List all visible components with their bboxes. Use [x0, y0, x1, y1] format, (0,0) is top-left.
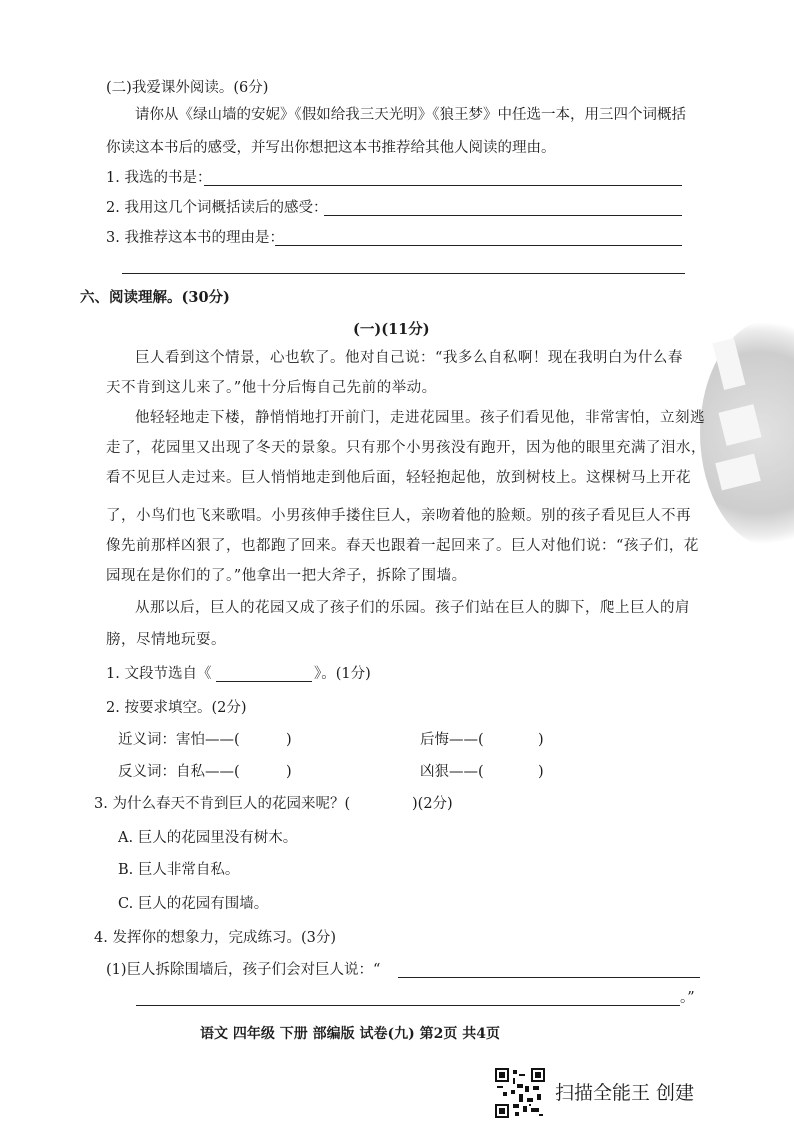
book-choice-blank[interactable]	[204, 185, 682, 186]
close-paren: )	[538, 764, 544, 780]
passage-line: 走了，花园里又出现了冬天的景象。只有那个小男孩没有跑开，因为他的眼里充满了泪水，	[106, 440, 706, 456]
q3-option-b[interactable]: B. 巨人非常自私。	[118, 862, 240, 878]
close-paren: )	[538, 732, 544, 748]
synonym-scared: 近义词：害怕——(	[118, 732, 240, 748]
antonym-fierce: 凶狠——(	[420, 764, 484, 780]
passage-line: 膀，尽情地玩耍。	[106, 632, 226, 648]
q3-label: 3. 为什么春天不肯到巨人的花园来呢？(	[94, 796, 351, 812]
passage-line: 看不见巨人走过来。巨人悄悄地走到他后面，轻轻抱起他，放到树枝上。这棵树马上开花	[106, 470, 691, 486]
q4-1-end: 。”	[680, 990, 695, 1006]
page-footer: 语文 四年级 下册 部编版 试卷(九) 第2页 共4页	[200, 1026, 500, 1042]
feeling-blank[interactable]	[324, 215, 682, 216]
q4-1-blank-2[interactable]	[136, 1005, 680, 1006]
q4-1-blank[interactable]	[398, 977, 700, 978]
reason-blank[interactable]	[275, 245, 682, 246]
q4-1-label: (1)巨人拆除围墙后，孩子们会对巨人说：“	[106, 962, 381, 978]
passage-line: 天不肯到这儿来了。”他十分后悔自己先前的举动。	[106, 380, 437, 396]
passage-line: 像先前那样凶狠了，也都跑了回来。春天也跟着一起回来了。巨人对他们说：“孩子们，花	[106, 538, 699, 554]
book-choice-label: 1. 我选的书是：	[106, 170, 212, 186]
part2-intro-line2: 你读这本书后的感受，并写出你想把这本书推荐给其他人阅读的理由。	[106, 140, 556, 156]
section6-title: 六、阅读理解。(30分)	[80, 289, 230, 306]
passage-line: 园现在是你们的了。”他拿出一把大斧子，拆除了围墙。	[106, 568, 467, 584]
feeling-label: 2. 我用这几个词概括读后的感受：	[106, 200, 328, 216]
passage-line: 从那以后，巨人的花园又成了孩子们的乐园。孩子们站在巨人的脚下，爬上巨人的肩	[135, 600, 690, 616]
q2-label: 2. 按要求填空。(2分)	[106, 700, 247, 716]
part2-intro-line1: 请你从《绿山墙的安妮》《假如给我三天光明》《狼王梦》中任选一本，用三四个词概括	[135, 107, 686, 123]
passage-line: 了，小鸟们也飞来歌唱。小男孩伸手搂住巨人，亲吻着他的脸颊。别的孩子看见巨人不再	[106, 508, 691, 524]
q1-blank[interactable]	[216, 681, 312, 682]
passage-line: 他轻轻地走下楼，静悄悄地打开前门，走进花园里。孩子们看见他，非常害怕，立刻逃	[135, 410, 705, 426]
qr-code-icon	[495, 1068, 545, 1118]
passage-line: 巨人看到这个情景，心也软了。他对自己说：“我多么自私啊！现在我明白为什么春	[135, 350, 683, 366]
part2-title: (二)我爱课外阅读。(6分)	[106, 80, 269, 96]
stamp-watermark	[700, 318, 794, 548]
q3-option-a[interactable]: A. 巨人的花园里没有树木。	[118, 830, 298, 846]
close-paren: )	[286, 764, 292, 780]
reason-label: 3. 我推荐这本书的理由是：	[106, 230, 284, 246]
synonym-regret: 后悔——(	[420, 732, 484, 748]
passage-title: (一)(11分)	[353, 321, 430, 338]
reason-blank-2[interactable]	[122, 273, 685, 274]
q3-suffix: )(2分)	[412, 796, 453, 812]
q1-prefix: 1. 文段节选自《	[106, 666, 212, 682]
antonym-selfish: 反义词：自私——(	[118, 764, 240, 780]
q1-suffix: 》。(1分)	[314, 666, 371, 682]
scanner-brand: 扫描全能王 创建	[555, 1082, 695, 1104]
q4-label: 4. 发挥你的想象力，完成练习。(3分)	[94, 930, 336, 946]
close-paren: )	[286, 732, 292, 748]
q3-option-c[interactable]: C. 巨人的花园有围墙。	[118, 896, 269, 912]
